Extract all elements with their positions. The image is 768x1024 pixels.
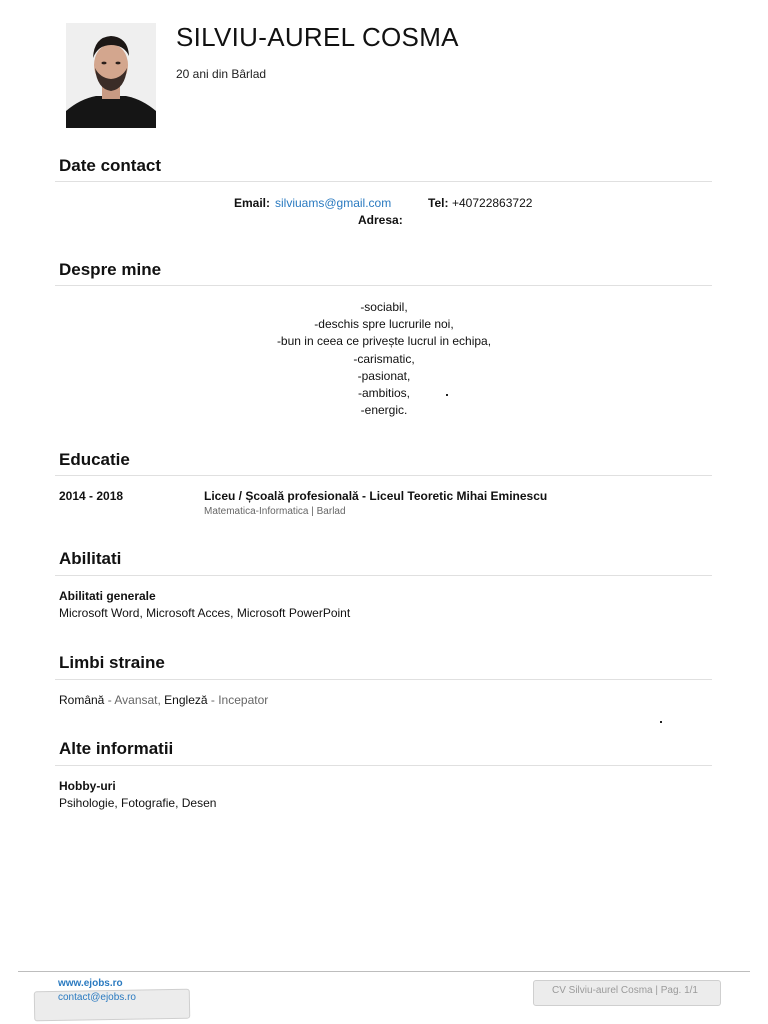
about-item: -energic. bbox=[360, 403, 408, 418]
divider bbox=[55, 765, 712, 766]
about-item: -sociabil, bbox=[360, 300, 408, 314]
footer-divider bbox=[18, 971, 750, 972]
hobby-list: Psihologie, Fotografie, Desen bbox=[59, 796, 217, 810]
divider bbox=[55, 285, 712, 286]
section-title-contact: Date contact bbox=[59, 156, 162, 175]
about-item: -ambitios, bbox=[357, 386, 410, 401]
address-label: Adresa: bbox=[358, 213, 403, 227]
email-link[interactable]: silviuams@gmail.com bbox=[275, 196, 392, 210]
education-school: Liceu / Școală profesională - Liceul Teoretic Mihai Eminescu bbox=[204, 489, 548, 503]
about-list bbox=[0, 299, 768, 419]
skills-list: Microsoft Word, Microsoft Acces, Microsoft PowerPoint bbox=[59, 606, 351, 620]
education-period: 2014 - 2018 bbox=[59, 489, 124, 503]
section-title-about: Despre mine bbox=[59, 260, 162, 279]
dot-mark bbox=[660, 721, 662, 723]
footer-email-link[interactable]: contact@ejobs.ro bbox=[58, 992, 136, 1003]
dot-mark bbox=[446, 394, 448, 396]
education-detail: Matematica-Informatica | Barlad bbox=[204, 506, 346, 517]
section-title-education: Educatie bbox=[59, 450, 130, 469]
section-title-languages: Limbi straine bbox=[59, 653, 165, 672]
skills-subtitle: Abilitati generale bbox=[59, 589, 156, 603]
languages-line bbox=[59, 693, 268, 707]
about-item: -carismatic, bbox=[353, 351, 415, 366]
candidate-age-location: 20 ani din Bârlad bbox=[176, 67, 267, 81]
about-item: -deschis spre lucrurile noi, bbox=[314, 317, 454, 332]
language-name: Engleză bbox=[164, 693, 208, 707]
profile-photo bbox=[66, 23, 156, 128]
section-title-skills: Abilitati bbox=[59, 549, 122, 568]
language-level: - Incepator bbox=[207, 693, 269, 707]
about-item: -bun in ceea ce privește lucrul in echipa, bbox=[276, 334, 492, 349]
divider bbox=[55, 181, 712, 182]
tel-label: Tel: bbox=[428, 196, 449, 210]
language-level: - Avansat, bbox=[104, 693, 165, 707]
footer-site-link[interactable]: www.ejobs.ro bbox=[58, 978, 123, 989]
person-photo-icon bbox=[66, 23, 156, 128]
language-name: Română bbox=[59, 693, 105, 707]
candidate-name: SILVIU-AUREL COSMA bbox=[176, 22, 459, 52]
tel-value: +40722863722 bbox=[452, 196, 533, 210]
divider bbox=[55, 679, 712, 680]
divider bbox=[55, 475, 712, 476]
about-item: -pasionat, bbox=[357, 368, 411, 383]
email-label: Email: bbox=[234, 196, 271, 210]
section-title-other: Alte informatii bbox=[59, 739, 174, 758]
footer-page-info: CV Silviu-aurel Cosma | Pag. 1/1 bbox=[552, 985, 698, 996]
hobby-subtitle: Hobby-uri bbox=[59, 779, 116, 793]
divider bbox=[55, 575, 712, 576]
